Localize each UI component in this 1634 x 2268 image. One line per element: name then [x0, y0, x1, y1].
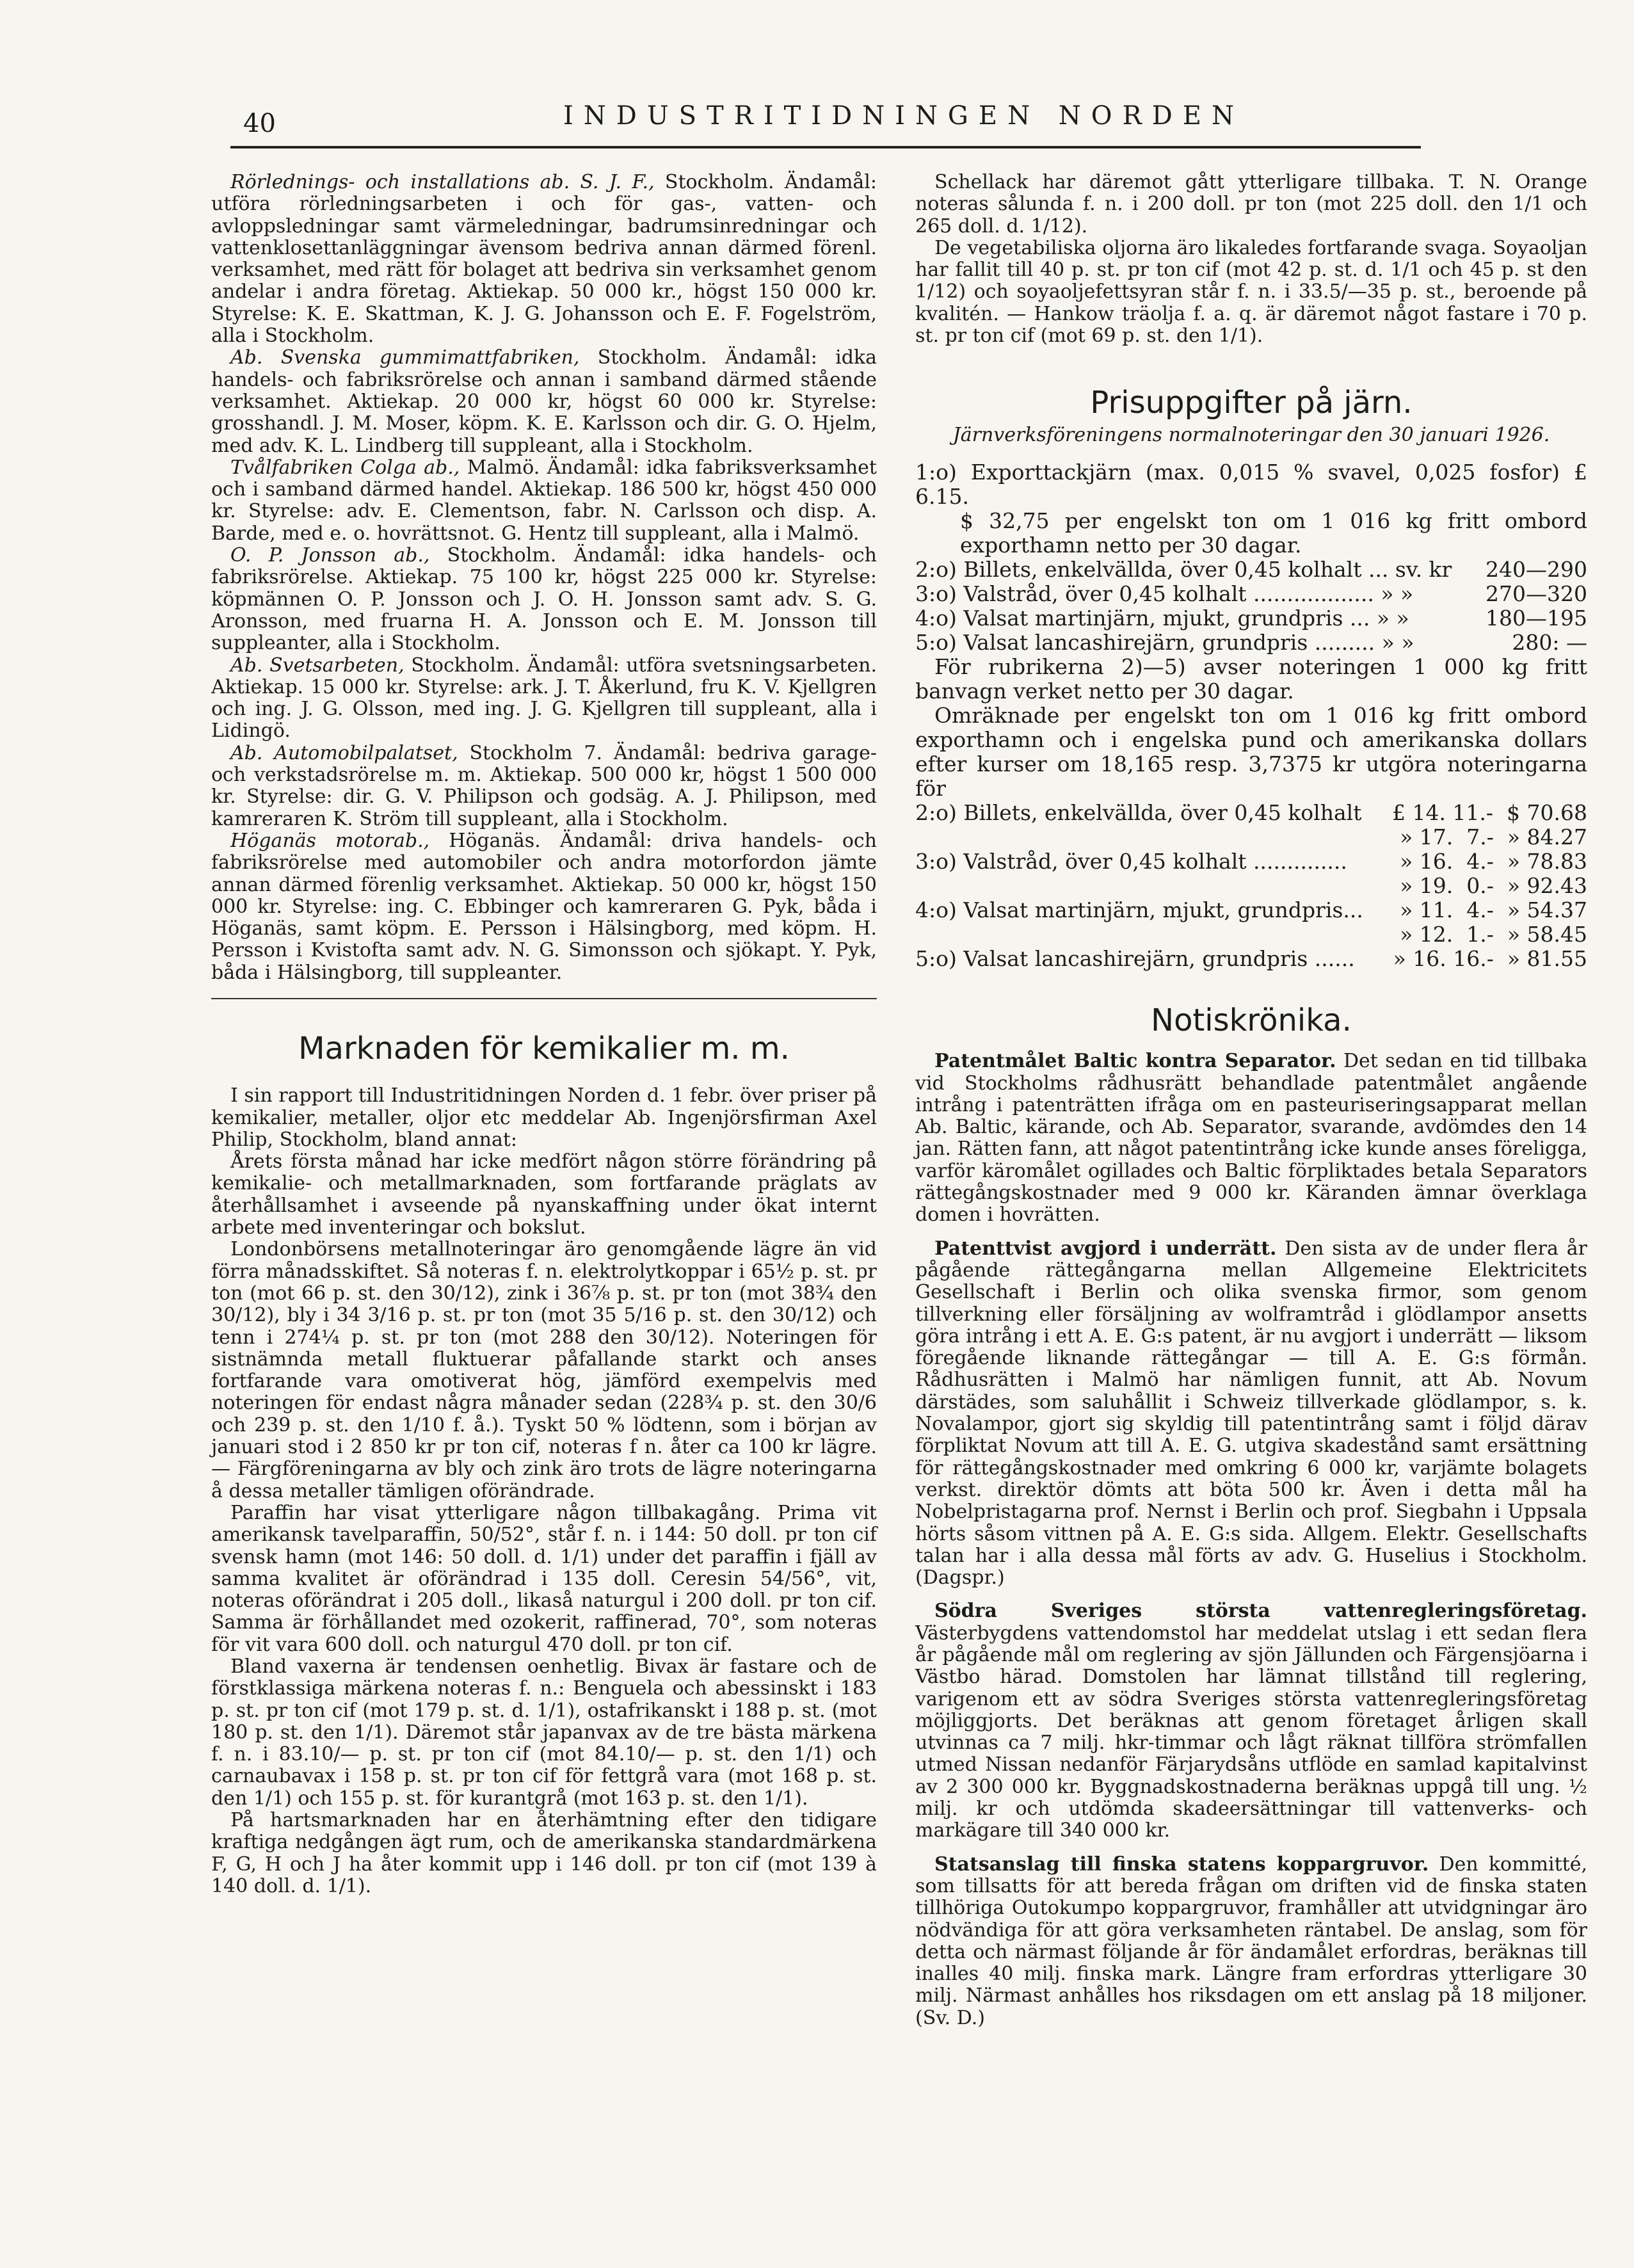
price-row	[915, 582, 1587, 606]
price-row	[915, 558, 1587, 582]
price-label: 3:o) Valstråd, över 0,45 kolhalt ..............	[915, 848, 1347, 874]
company-name: O. P. Jonsson ab.,	[230, 544, 430, 567]
news-title: Statsanslag till finska statens koppargruvor.	[934, 1853, 1429, 1876]
paragraph: I sin rapport till Industritidningen Norden d. 1 febr. över priser på kemikalier, metaller, oljor etc meddelar Ab. Ingenjörsfirman Axel Philip, Stockholm, bland annat:	[211, 1084, 877, 1151]
price-value: £ 14. 11.- $ 70.68	[1391, 800, 1587, 825]
news-item	[915, 1600, 1587, 1842]
price-row	[915, 849, 1587, 874]
company-text: Malmö. Ändamål: idka fabriksverksamhet och i samband därmed handel. Aktiekap. 186 500 kr, högst 450 000 kr. Styrelse: adv. E. Clementson, fabr. N. Carlsson och disp. A. Barde, med e. o. hovrättsnot. G. Hentz till suppleant, alla i Malmö.	[211, 456, 877, 545]
price-row	[915, 922, 1587, 947]
price-label: 1:o) Exporttackjärn (max. 0,015 % svavel, 0,025 fosfor) £ 6.15.	[915, 459, 1587, 509]
news-text: Västerbygdens vattendomstol har meddelat utslag i ett sedan flera år pågående mål om reglering av sjön Jällunden och Färgensjöarna i Västbo härad. Domstolen har lämnat tillstånd till reglering, varigenom ett av södra Sveriges största vattenregleringsföretag möjliggjorts. Det beräknas att genom företaget årligen skall utvinnas ca 7 milj. hkr-timmar och lågt räknat tillföra strömfallen utmed Nissan nedanför Färjarydsåns utflöde en samlad kapitalvinst av 2 300 000 kr. Byggnadskostnaderna beräknas uppgå till ung. ½ milj. kr och utdömda skadeersättningar till vattenverks- och markägare till 340 000 kr.	[915, 1621, 1587, 1842]
company-name: Höganäs motorab.,	[230, 829, 430, 852]
price-label	[915, 874, 1376, 898]
price-label: 4:o) Valsat martinjärn, mjukt, grundpris ... » »	[915, 605, 1409, 631]
price-value: » 16. 4.- » 78.83	[1400, 848, 1587, 874]
company-entry	[211, 830, 877, 984]
paragraph: Paraffin har visat ytterligare någon tillbakagång. Prima vit amerikansk tavelparaffin, 50/52°, står f. n. i 144: 50 doll. pr ton cif svensk hamn (mot 146: 50 doll. d. 1/1) under det paraffin i fjäll av samma kvalitet är oförändrad i 135 doll. Ceresin 54/56°, vit, noteras oförändrat i 205 doll., likaså naturgul i 200 doll. pr ton cif. Samma är förhållandet med ozokerit, raffinerad, 70°, som noteras för vit vara 600 doll. och naturgul 470 doll. pr ton cif.	[211, 1501, 877, 1656]
news-heading: Notiskrönika.	[1151, 1002, 1352, 1038]
company-registrations	[211, 172, 877, 984]
price-row	[915, 801, 1587, 825]
paragraph: De vegetabiliska oljorna äro likaledes fortfarande svaga. Soyaoljan har fallit till 40 p. st. pr ton cif (mot 42 p. st. d. 1/1 och 45 p. st den 1/12) och soyaoljefettsyran står f. n. i 33.5/—35 p. st., beroende på kvalitén. — Hankow träolja f. a. q. är däremot något fastare i 70 p. st. pr ton cif (mot 69 p. st. den 1/1).	[915, 236, 1587, 348]
news-text: Den kommitté, som tillsatts för att bereda frågan om driften vid de finska staten tillhöriga Outokumpo koppargruvor, framhåller att utvidgningar äro nödvändiga för att göra verksamheten räntabel. De anslag, som för detta och närmast följande år för ändamålet erfordras, beräknas till inalles 40 milj. finska mark. Längre fram erfordras ytterligare 30 milj. Närmast anhålles hos riksdagen om ett anslag på 18 miljoner. (Sv. D.)	[915, 1853, 1587, 2029]
price-row	[915, 460, 1587, 509]
price-row	[915, 606, 1587, 631]
price-value: 240—290	[1486, 556, 1587, 582]
price-row	[915, 947, 1587, 971]
paragraph: Londonbörsens metallnoteringar äro genomgående lägre än vid förra månadsskiftet. Så noteras f. n. elektrolytkoppar i 65½ p. st. pr ton (mot 66 p. st. den 30/12), zink i 36⅞ p. st. pr ton (mot 38¾ den 30/12), bly i 34 3/16 p. st. pr ton (mot 35 5/16 p. st. den 30/12) och tenn i 274¼ p. st. pr ton (mot 288 den 30/12). Noteringen för sistnämnda metall fluktuerar påfallande starkt och anses fortfarande vara omotiverat hög, jämförd exempelvis med noteringen för endast några månader sedan (228¾ p. st. den 30/6 och 239 p. st. den 1/10 f. å.). Tyskt 50 % lödtenn, som i början av januari stod i 2 850 kr pr ton cif, noteras f n. åter ca 100 kr lägre. — Färgföreningarna av bly och zink äro trots de lägre noteringarna å dessa metaller tämligen oförändrade.	[211, 1238, 877, 1502]
page-number: 40	[243, 109, 276, 138]
company-name: Ab. Svetsarbeten,	[230, 654, 404, 677]
iron-subtitle: Järnverksföreningens normalnoteringar den 30 januari 1926.	[952, 423, 1550, 446]
price-value: 280: —	[1512, 629, 1587, 655]
company-entry	[211, 347, 877, 456]
spacer	[915, 1842, 1587, 1854]
header-rule	[230, 146, 1421, 149]
iron-price-list	[915, 460, 1587, 971]
company-text: Stockholm 7. Ändamål: bedriva garage- och verkstadsrörelse m. m. Aktiekap. 500 000 kr, högst 1 500 000 kr. Styrelse: dir. G. V. Philipson och godsäg. A. J. Philipson, med kamreraren K. Ström till suppleant, alla i Stockholm.	[211, 741, 877, 830]
company-entry	[211, 743, 877, 830]
price-label	[915, 922, 1376, 947]
news-title: Södra Sveriges största vattenregleringsföretag.	[934, 1600, 1587, 1623]
price-label: 4:o) Valsat martinjärn, mjukt, grundpris...	[915, 897, 1363, 922]
company-name: Ab. Automobilpalatset,	[230, 741, 458, 764]
market-heading: Marknaden för kemikalier m. m.	[298, 1030, 790, 1066]
price-label: 2:o) Billets, enkelvällda, över 0,45 kolhalt	[915, 800, 1362, 825]
running-title: INDUSTRITIDNINGEN NORDEN	[563, 101, 1244, 131]
market-article	[211, 1085, 877, 1897]
section-divider	[211, 998, 877, 999]
iron-note: För rubrikerna 2)—5) avser noteringen 1 000 kg fritt banvagn verket netto per 30 dagar.	[915, 654, 1587, 704]
news-title: Patentmålet Baltic kontra Separator.	[934, 1050, 1336, 1073]
company-entry	[211, 545, 877, 654]
price-value: » 11. 4.- » 54.37	[1400, 897, 1587, 922]
news-item	[915, 1050, 1587, 1226]
price-row	[915, 874, 1587, 898]
price-label	[915, 825, 1376, 849]
price-row	[915, 825, 1587, 849]
paragraph: På hartsmarknaden har en återhämtning efter den tidigare kraftiga nedgången ägt rum, och de amerikanska standardmärkena F, G, H och J ha åter kommit upp i 146 doll. pr ton cif (mot 139 à 140 doll. d. 1/1).	[211, 1809, 877, 1897]
company-text: Höganäs. Ändamål: driva handels- och fabriksrörelse med automobiler och andra motorfordon jämte annan därmed förenlig verksamhet. Aktiekap. 50 000 kr, högst 150 000 kr. Styrelse: ing. C. Ebbinger och kamreraren G. Pyk, båda i Höganäs, samt köpm. E. Persson i Hälsingborg, med köpm. H. Persson i Kvistofta samt adv. N. G. Simonsson och sjökapt. Y. Pyk, båda i Hälsingborg, till suppleanter.	[211, 829, 877, 984]
market-article-continued	[915, 172, 1587, 347]
company-text: Stockholm. Ändamål: utföra rörledningsarbeten i och för gas-, vatten- och avloppsledningar samt värmeledningar, badrumsinredningar och vattenklosettanläggningar ävensom bedriva annan därmed förenl. verksamhet, med rätt för bolaget att bedriva sin verksamhet genom andelar i andra företag. Aktiekap. 50 000 kr., högst 150 000 kr. Styrelse: K. E. Skattman, K. J. G. Johansson och E. F. Fogelström, alla i Stockholm.	[211, 171, 877, 348]
company-text: Stockholm. Ändamål: idka handels- och fabriksrörelse. Aktiekap. 75 100 kr, högst 225 000 kr. Styrelse: köpmännen O. P. Jonsson och J. O. H. Jonsson samt adv. S. G. Aronsson, med fruarna H. A. Jonsson och E. M. Jonsson till suppleanter, alla i Stockholm.	[211, 544, 877, 655]
price-row-continued	[915, 509, 1587, 558]
company-name: Ab. Svenska gummimattfabriken,	[230, 346, 580, 369]
price-label: 3:o) Valstråd, över 0,45 kolhalt .................. » »	[915, 581, 1414, 606]
price-label: 5:o) Valsat lancashirejärn, grundpris ......... » »	[915, 629, 1414, 655]
iron-heading: Prisuppgifter på järn.	[1090, 385, 1413, 421]
page-header	[230, 96, 1421, 147]
company-entry	[211, 457, 877, 545]
spacer	[915, 1226, 1587, 1238]
price-row	[915, 631, 1587, 655]
paragraph: Årets första månad har icke medfört någon större förändring på kemikalie- och metallmarknaden, som fortfarande präglats av återhållsamhet i avseende på nyanskaffning under ökat internt arbete med inventeringar och bokslut.	[211, 1150, 877, 1239]
price-value: 270—320	[1486, 581, 1587, 606]
company-entry	[211, 655, 877, 743]
paragraph: Bland vaxerna är tendensen oenhetlig. Bivax är fastare och de förstklassiga märkena noteras f. n.: Benguela och abessinskt i 183 p. st. pr ton cif (mot 179 p. st. d. 1/1), ostafrikanskt i 188 p. st. (mot 180 p. st. den 1/1). Däremot står japanvax av de tre bästa märkena f. n. i 83.10/— p. st. pr ton cif (mot 84.10/— p. st. den 1/1) och carnaubavax i 158 p. st. pr ton cif för fettgrå vara (mot 168 p. st. den 1/1) och 155 p. st. för kurantgrå (mot 163 p. st. den 1/1).	[211, 1655, 877, 1810]
price-value: » 16. 16.- » 81.55	[1393, 945, 1587, 971]
news-item	[915, 1238, 1587, 1589]
iron-note: Omräknade per engelskt ton om 1 016 kg fritt ombord exporthamn och i engelska pund och amerikanska dollars efter kurser om 18,165 resp. 3,7375 kr utgöra noteringarna för	[915, 702, 1587, 801]
right-column	[915, 172, 1587, 2029]
company-text: Stockholm. Ändamål: utföra svetsningsarbeten. Aktiekap. 15 000 kr. Styrelse: ark. J. T. Åkerlund, fru K. V. Kjellgren och ing. J. G. Olsson, med ing. J. G. Kjellgren till suppleant, alla i Lidingö.	[211, 654, 877, 743]
price-label: 2:o) Billets, enkelvällda, över 0,45 kolhalt ... sv. kr	[915, 556, 1452, 582]
news-text: Det sedan en tid tillbaka vid Stockholms rådhusrätt behandlade patentmålet angående intrång i patenträtten ifråga om en pasteuriseringsapparat mellan Ab. Baltic, kärande, och Ab. Separator, svarande, avdömdes den 14 jan. Rätten fann, att något patentintrång icke kunde anses föreligga, varför käromålet ogillades och Baltic förpliktades betala Separators rättegångskostnader med 9 000 kr. Käranden ämnar överklaga domen i hovrätten.	[915, 1050, 1588, 1226]
price-value: 180—195	[1486, 605, 1587, 631]
company-text: Stockholm. Ändamål: idka handels- och fabriksrörelse och annan i samband därmed stående verksamhet. Aktiekap. 20 000 kr, högst 60 000 kr. Styrelse: grosshandl. J. M. Moser, köpm. K. E. Karlsson och dir. G. O. Hjelm, med adv. K. L. Lindberg till suppleant, alla i Stockholm.	[211, 346, 877, 457]
company-entry	[211, 172, 877, 347]
left-column	[211, 172, 877, 1897]
company-name: Tvålfabriken Colga ab.,	[230, 456, 460, 479]
company-name: Rörlednings- och installations ab. S. J. F.,	[230, 171, 655, 193]
price-label: $ 32,75 per engelskt ton om 1 016 kg fritt ombord exporthamn netto per 30 dagar.	[960, 508, 1587, 558]
news-title: Patenttvist avgjord i underrätt.	[934, 1237, 1277, 1260]
price-value: » 19. 0.- » 92.43	[1400, 873, 1587, 898]
price-value: » 17. 7.- » 84.27	[1400, 824, 1587, 849]
news-item	[915, 1854, 1587, 2029]
paragraph: Schellack har däremot gått ytterligare tillbaka. T. N. Orange noteras sålunda f. n. i 200 doll. pr ton (mot 225 doll. den 1/1 och 265 doll. d. 1/12).	[915, 171, 1587, 237]
spacer	[915, 1589, 1587, 1600]
news-items	[915, 1050, 1587, 2029]
news-text: Den sista av de under flera år pågående rättegångarna mellan Allgemeine Elektricitets Gesellschaft i Berlin och olika svenska firmor, som genom tillverkning eller försäljning av wolframtråd i glödlampor ansetts göra intrång i ett A. E. G:s patent, är nu avgjort i underrätt — liksom föregående liknande rättegångar — till A. E. G:s förmån. Rådhusrätten i Malmö har nämligen funnit, att Ab. Novum därstädes, som saluhållit i Schweiz tillverkade glödlampor, s. k. Novalampor, gjort sig skyldig till patentintrång samt i följd därav förpliktat Novum att till A. E. G. utgiva skadestånd samt ersättning för rättegångskostnader med omkring 6 000 kr, varjämte bolagets verkst. direktör dömts att böta 500 kr. Även i detta mål ha Nobelpristagarna prof. Nernst i Berlin och prof. Siegbahn i Uppsala hörts såsom vittnen på A. E. G:s sida. Allgem. Elektr. Gesellschafts talan har i alla dessa mål förts av adv. G. Huselius i Stockholm. (Dagspr.)	[915, 1237, 1587, 1589]
price-label: 5:o) Valsat lancashirejärn, grundpris ......	[915, 945, 1355, 971]
price-row	[915, 898, 1587, 922]
price-value: » 12. 1.- » 58.45	[1400, 921, 1587, 947]
